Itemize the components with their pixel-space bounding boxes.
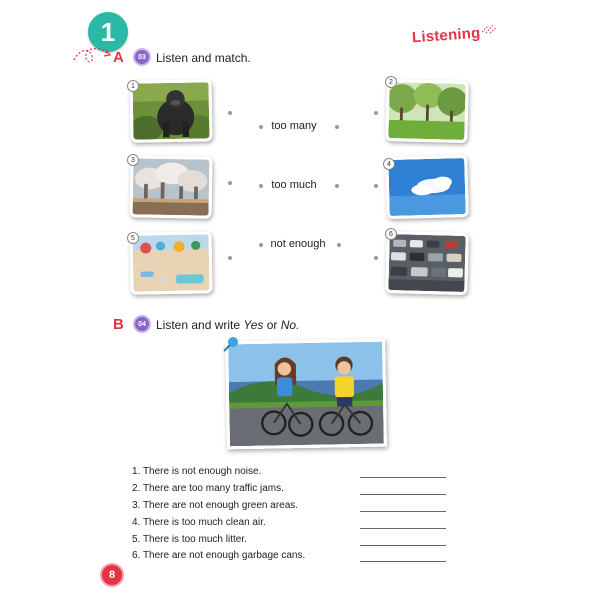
photo-kids-on-bikes: [225, 339, 387, 450]
match-dot-word-2-right[interactable]: [335, 184, 339, 188]
match-dot-left-5[interactable]: [228, 256, 232, 260]
sparkle-lines-icon: [480, 18, 498, 34]
statement-5: 5. There is too much litter.: [132, 534, 247, 545]
card-number-6: 6: [385, 228, 397, 240]
audio-track-03-icon[interactable]: [133, 48, 151, 66]
traffic-jam-photo: [388, 234, 465, 292]
instruction-prefix: Listen and write: [156, 318, 244, 332]
card-number-4: 4: [383, 158, 395, 170]
factory-smoke-photo: [133, 158, 210, 215]
track-number: 04: [138, 320, 146, 328]
instruction-no: No.: [280, 318, 300, 332]
card-number-2: 2: [385, 76, 397, 88]
statement-1: 1. There is not enough noise.: [132, 466, 262, 477]
page-number: 8: [108, 569, 116, 581]
section-b-letter: B: [113, 316, 124, 333]
littered-beach-photo: [133, 234, 210, 291]
statement-2: 2. There are too many traffic jams.: [132, 483, 284, 494]
answer-blank-1[interactable]: [360, 477, 446, 478]
answer-blank-2[interactable]: [360, 494, 446, 495]
section-b-instruction: [156, 318, 299, 332]
swirl-arrow-icon: [72, 44, 116, 66]
statement-4: 4. There is too much clean air.: [132, 517, 266, 528]
answer-blank-4[interactable]: [360, 528, 446, 529]
photo-card-green-park[interactable]: [385, 79, 469, 143]
match-dot-left-3[interactable]: [228, 181, 232, 185]
match-dot-left-1[interactable]: [228, 111, 232, 115]
photo-card-factory-smoke[interactable]: [129, 155, 212, 218]
unit-number: 1: [100, 16, 116, 47]
audio-track-04-icon[interactable]: [133, 315, 151, 333]
card-number-1: 1: [127, 80, 139, 92]
section-a-letter: A: [113, 49, 124, 66]
gorilla-photo: [133, 82, 210, 139]
card-number-5: 5: [127, 232, 139, 244]
answer-blank-5[interactable]: [360, 545, 446, 546]
photo-card-blue-sky[interactable]: [385, 155, 469, 219]
instruction-or: or: [263, 318, 281, 332]
green-park-photo: [388, 82, 465, 140]
instruction-yes: Yes: [243, 318, 264, 332]
push-pin-icon: [222, 335, 240, 353]
answer-blank-6[interactable]: [360, 561, 446, 562]
statement-6: 6. There are not enough garbage cans.: [132, 550, 306, 561]
word-too-much: too much: [271, 179, 317, 191]
photo-card-traffic-jam[interactable]: [385, 231, 469, 295]
section-a-instruction: Listen and match.: [156, 51, 251, 65]
match-dot-word-3-right[interactable]: [337, 243, 341, 247]
track-number: 03: [138, 53, 146, 61]
blue-sky-photo: [388, 158, 465, 216]
word-not-enough: not enough: [270, 238, 326, 250]
match-dot-right-4[interactable]: [374, 184, 378, 188]
match-dot-right-6[interactable]: [374, 256, 378, 260]
match-dot-right-2[interactable]: [374, 111, 378, 115]
photo-card-littered-beach[interactable]: [129, 231, 212, 294]
statement-3: 3. There are not enough green areas.: [132, 500, 299, 511]
card-number-3: 3: [127, 154, 139, 166]
match-dot-word-1-right[interactable]: [335, 125, 339, 129]
word-too-many: too many: [271, 120, 317, 132]
page-number-badge: [100, 563, 124, 587]
photo-card-gorilla[interactable]: [129, 79, 212, 142]
section-label-listening: Listening: [411, 24, 481, 47]
answer-blank-3[interactable]: [360, 511, 446, 512]
kids-biking-photo: [228, 342, 384, 447]
